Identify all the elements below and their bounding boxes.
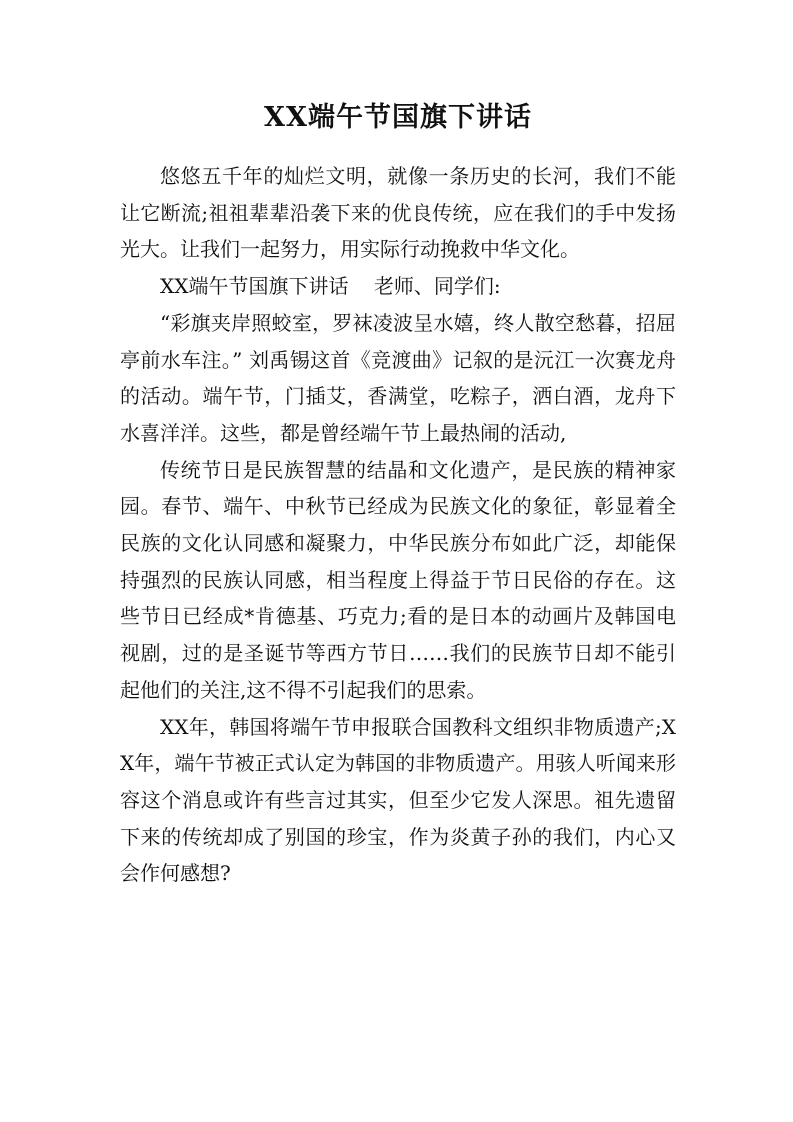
paragraph-intro: 悠悠五千年的灿烂文明，就像一条历史的长河，我们不能让它断流;祖祖辈辈沿袭下来的优良传统，应在我们的手中发扬光大。让我们一起努力，用实际行动挽救中华文化。 [120,164,676,262]
paragraph-tradition: 传统节日是民族智慧的结晶和文化遗产，是民族的精神家园。春节、端午、中秋节已经成为民族文化的象征，彰显着全民族的文化认同感和凝聚力，中华民族分布如此广泛，却能保持强烈的民族认同感，相当程度上得益于节日民俗的存在。这些节日已经成*肯德基、巧克力;看的是日本的动画片及韩国电视剧，过的是圣诞节等西方节日……我们的民族节日却不能引起他们的关注,这不得不引起我们的思索。 [120,457,676,702]
document-title: XX端午节国旗下讲话 [264,102,532,133]
paragraph-heritage: XX年，韩国将端午节申报联合国教科文组织非物质遗产;XX年，端午节被正式认定为韩国的非物质遗产。用骇人听闻来形容这个消息或许有些言过其实，但至少它发人深思。祖先遗留下来的传统却成了别国的珍宝，作为炎黄子孙的我们，内心又会作何感想? [120,714,676,886]
paragraph-poem: “彩旗夹岸照蛟室，罗袜凌波呈水嬉，终人散空愁暮，招屈亭前水车注。” 刘禹锡这首《竞渡曲》记叙的是沅江一次赛龙舟的活动。端午节，门插艾，香满堂，吃粽子，洒白酒，龙舟下水喜洋洋。这些，都是曾经端午节上最热闹的活动, [120,310,676,445]
document-page [120,94,676,892]
paragraph-salutation: XX端午节国旗下讲话 老师、同学们: [160,274,501,299]
